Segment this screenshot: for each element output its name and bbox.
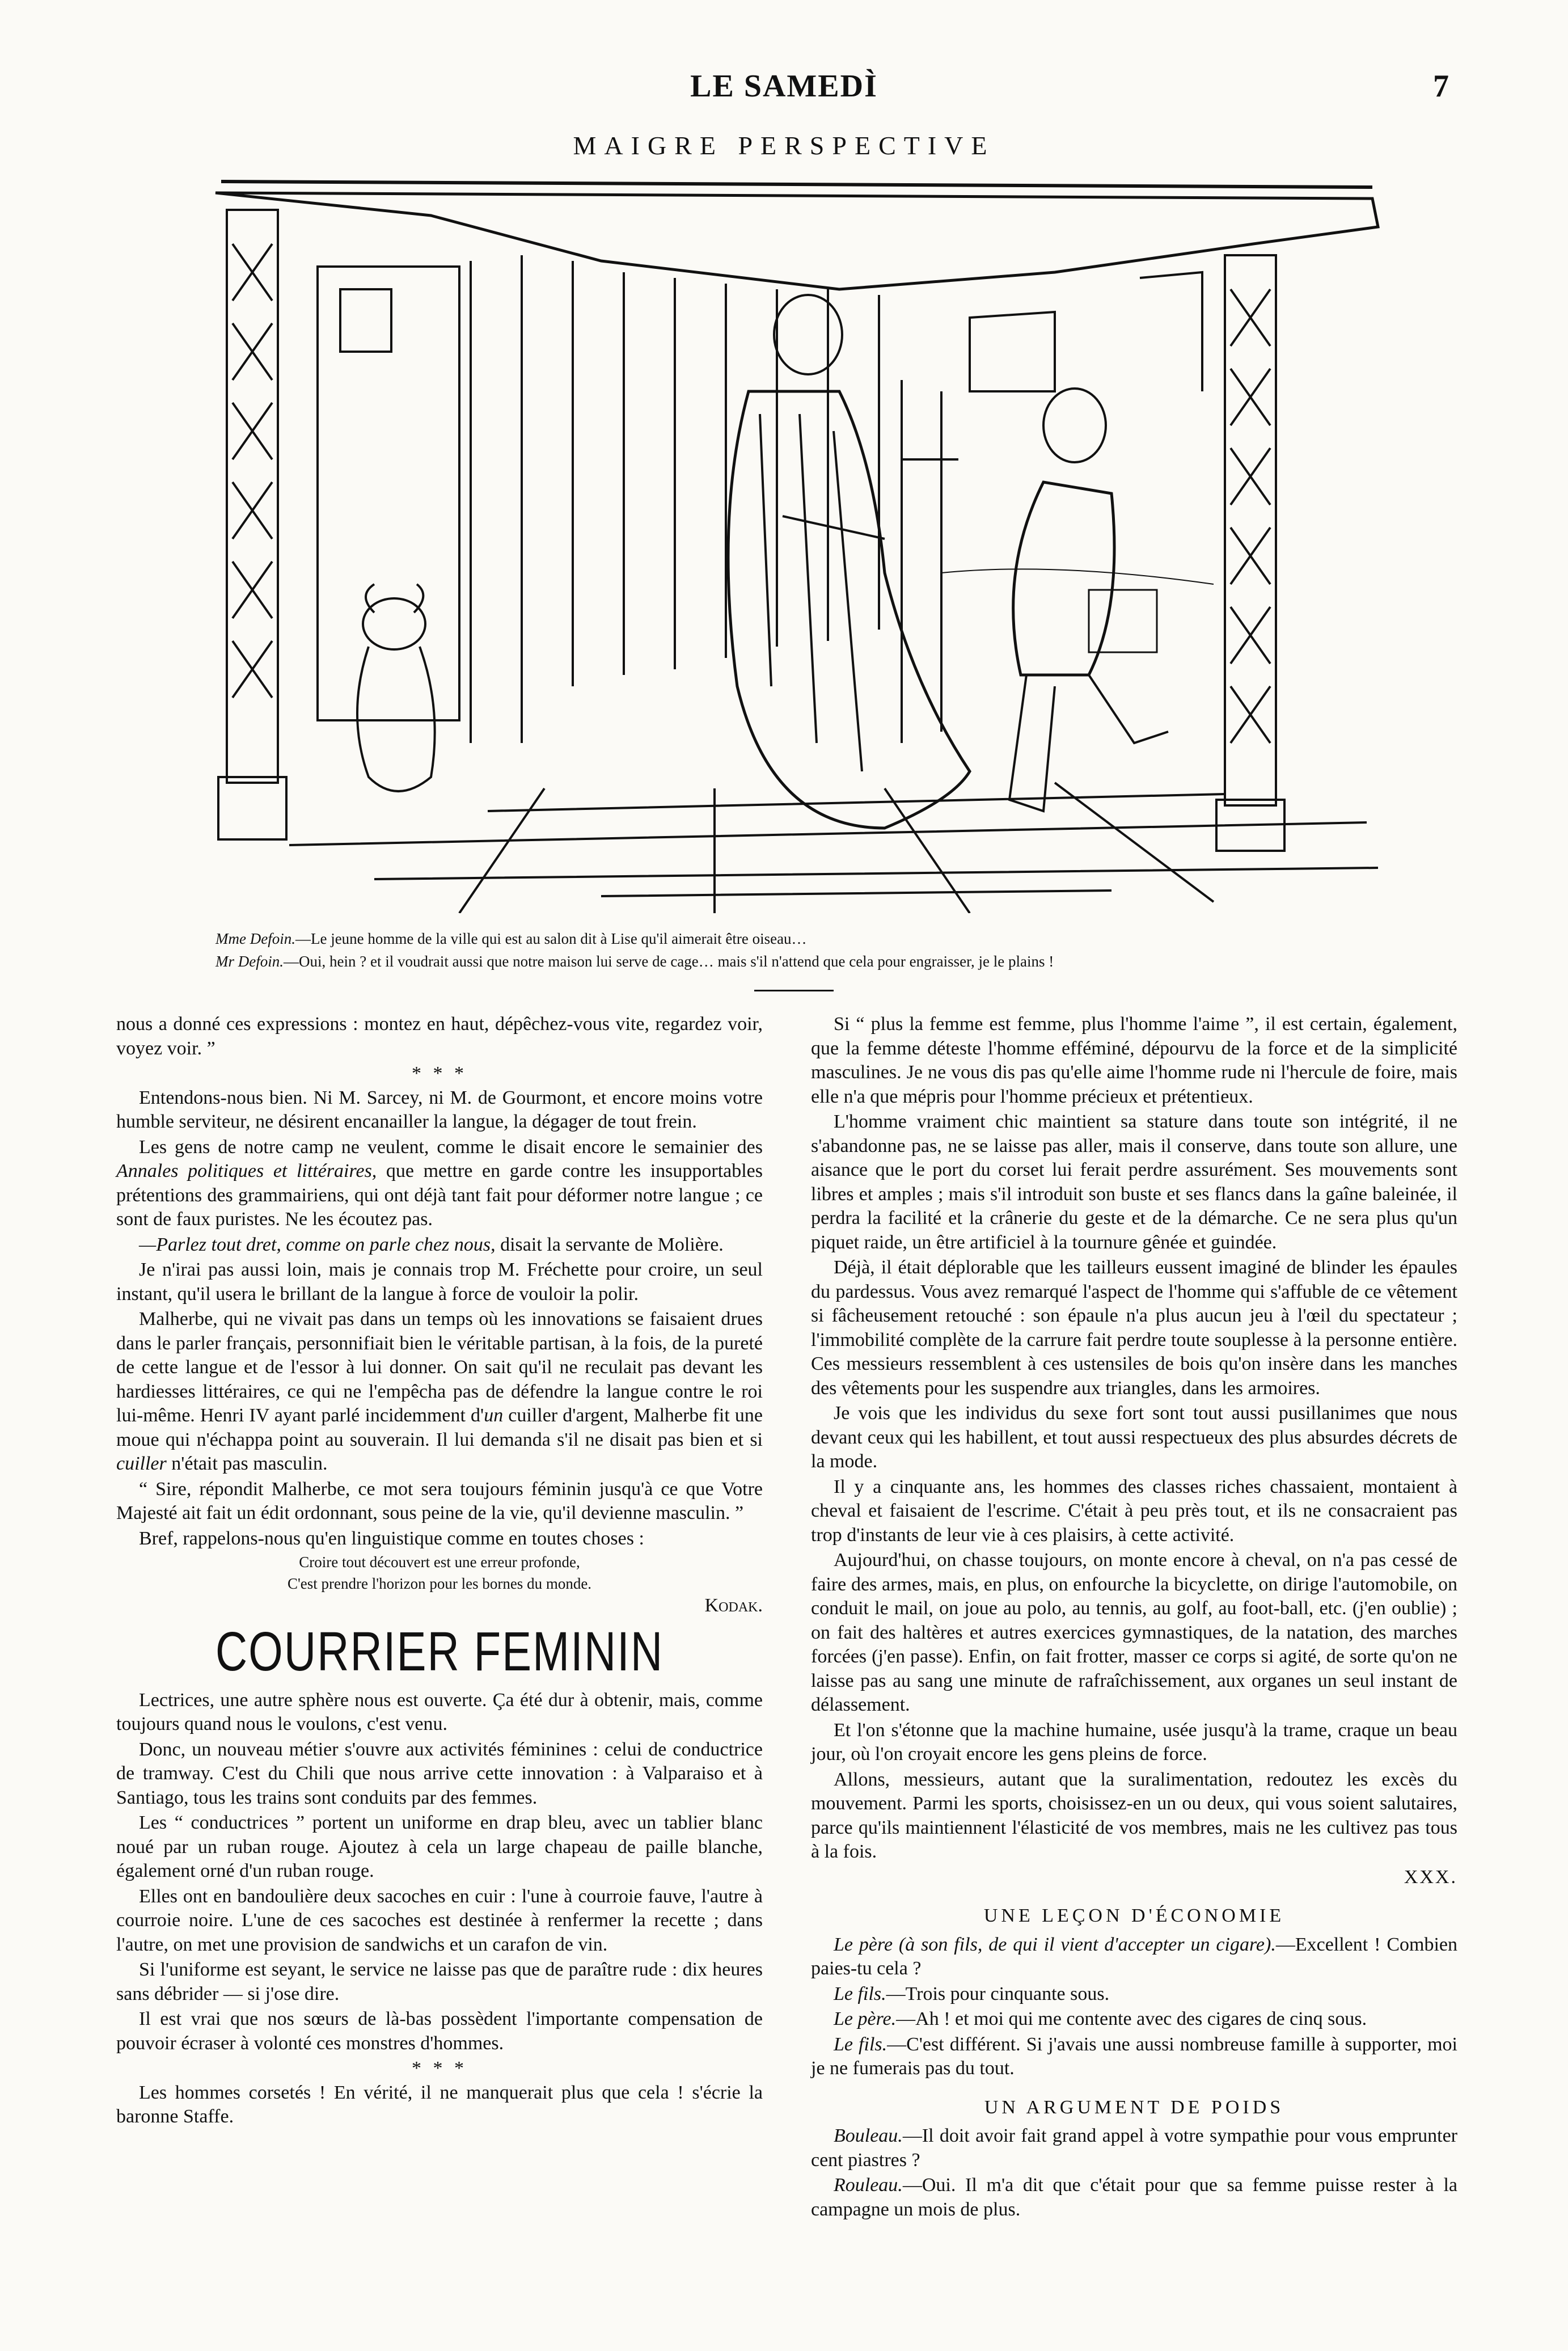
text-run: n'était pas masculin. xyxy=(166,1453,328,1474)
paragraph: Les hommes corsetés ! En vérité, il ne manquerait plus que cela ! s'écrie la baronne Staffe. xyxy=(116,2082,763,2127)
paragraph: Allons, messieurs, autant que la suralimentation, redoutez les excès du mouvement. Parmi les sports, choisissez-en un ou deux, qui vous soient salutaires, parce qu'ils maintiennent l'élasticité de vos membres, mais ne les cultivez pas tous à la fois. xyxy=(811,1768,1457,1862)
text-run: Les gens de notre camp ne veulent, comme le disait encore le semainier des xyxy=(139,1136,763,1158)
text-run: que mettre en garde contre les insupportables prétentions des grammairiens, qui ont déjà tant fait pour déformer notre langue ; ce sont de faux puristes. Ne les écoutez pas. xyxy=(116,1160,763,1230)
anecdote-title: UNE LEÇON D'ÉCONOMIE xyxy=(983,1905,1285,1926)
speaker-label: Le fils. xyxy=(834,1983,886,2004)
signature: XXX. xyxy=(1404,1866,1457,1888)
text-run-italic: un xyxy=(484,1405,504,1426)
dialogue-line xyxy=(811,2007,1457,2032)
paragraph xyxy=(116,1233,763,1257)
divider xyxy=(754,990,834,991)
paragraph: Donc, un nouveau métier s'ouvre aux activités féminines : celui de conductrice de tramway. C'est du Chili que nous arrive cette innovation : à Valparaiso et à Santiago, tous les trains sont conduits par des femmes. xyxy=(116,1738,763,1808)
paragraph: Aujourd'hui, on chasse toujours, on monte encore à cheval, on n'a pas cessé de faire des armes, mais, en plus, on enfourche la bicyclette, on dirige l'automobile, on conduit le mail, on joue au polo, au tennis, au golf, au foot-ball, etc. (j'en oublie) ; on fait des haltères et autres exercices gymnastiques, de la natation, des marches forcées (j'en passe). Enfin, on fait frotter, masser ce corps si agité, de sorte qu'on ne laisse pas au sang une minute de rafraîchissement, aux organes un seul instant de délassement. xyxy=(811,1550,1457,1715)
paragraph: L'homme vraiment chic maintient sa stature dans toute son intégrité, il ne s'abandonne pas, ne se laisse pas aller, mais il conserve, dans toute son allure, une aisance que le port du corset lui ferait perdre assurément. Ses mouvements sont libres et amples ; mais s'il introduit son buste et ses flancs dans la gaîne baleinée, il perdra la facilité et la crânerie du geste et de la démarche. Ce ne sera plus qu'un piquet raide, un être artificiel à la tournure gênée et guindée. xyxy=(811,1111,1457,1253)
paragraph: Déjà, il était déplorable que les tailleurs eussent imaginé de blinder les épaules du pardessus. Vous avez remarqué l'aspect de l'homme qui s'affuble de ce vêtement si fâcheusement retouché : son épaule n'a plus aucun jeu à l'œil du spectateur ; l'immobilité complète de la carrure fait perdre toute souplesse à la personne entière. Ces messieurs ressemblent à ces ustensiles de bois qu'on insère dans les manches des vêtements pour les suspendre aux triangles, dans les armoires. xyxy=(811,1257,1457,1399)
text-run: cuiller d'argent, Malherbe fit une moue qui n'échappa point au souverain. Il lui demanda s'il ne disait pas bien et si xyxy=(116,1405,763,1450)
caption-line xyxy=(215,927,1406,950)
engraving-porch-scene-illustration xyxy=(204,176,1406,913)
right-column xyxy=(811,1012,1457,2223)
masthead xyxy=(0,68,1568,113)
speaker-label: Le père. xyxy=(834,2008,897,2029)
dialogue-line xyxy=(811,1933,1457,1981)
verse-line: Croire tout découvert est une erreur profonde, xyxy=(299,1554,580,1571)
dialogue-text: —Il doit avoir fait grand appel à votre sympathie pour vous emprunter cent piastres ? xyxy=(811,2125,1457,2171)
dialogue-text: —Ah ! et moi qui me contente avec des cigares de cinq sous. xyxy=(896,2008,1367,2029)
paragraph: Elles ont en bandoulière deux sacoches en cuir : l'une à courroie fauve, l'autre à courroie noire. L'une de ces sacoches est destinée à renfermer la recette ; dans l'autre, on met une provision de sandwichs et un carafon de vin. xyxy=(116,1885,763,1955)
paragraph: Entendons-nous bien. Ni M. Sarcey, ni M. de Gourmont, et encore moins votre humble serviteur, ne désirent encanailler la langue, la dégager de tout frein. xyxy=(116,1087,763,1132)
text-run-italic: cuiller xyxy=(116,1453,167,1474)
caption-speaker: Mme Defoin. xyxy=(215,930,295,947)
text-run: disait la servante de Molière. xyxy=(495,1234,724,1255)
paragraph: Je n'irai pas aussi loin, mais je connais trop M. Fréchette pour croire, un seul instant, qu'il usera le brillant de la langue à force de vouloir la polir. xyxy=(116,1259,763,1305)
dialogue-line xyxy=(811,2124,1457,2172)
dialogue-line xyxy=(811,1982,1457,2007)
caption-text: —Oui, hein ? et il voudrait aussi que notre maison lui serve de cage… mais s'il n'attend que cela pour engraisser, je le plains ! xyxy=(283,953,1054,970)
dialogue-text: —Trois pour cinquante sous. xyxy=(886,1983,1110,2004)
page-number: 7 xyxy=(1433,69,1449,104)
speaker-label: Bouleau. xyxy=(834,2125,903,2146)
text-run-italic: Annales politiques et littéraires, xyxy=(116,1160,377,1181)
text-run: Malherbe, qui ne vivait pas dans un temps où les innovations se faisaient drues dans le parler français, personnifiait bien le véritable partisan, à la fois, de la pureté de cette langue et de l'essor à lui donner. On sait qu'il ne reculait pas devant les hardiesses littéraires, ce qui ne l'empêcha pas de défendre la langue contre le roi lui-même. Henri IV ayant parlé incidemment d' xyxy=(116,1309,763,1426)
paragraph: Lectrices, une autre sphère nous est ouverte. Ça été dur à obtenir, mais, comme toujours quand nous le voulons, c'est venu. xyxy=(116,1689,763,1734)
verse-line: C'est prendre l'horizon pour les bornes du monde. xyxy=(287,1575,592,1592)
dialogue-text: —Excellent ! Combien paies-tu cela ? xyxy=(811,1934,1457,1979)
caption-text: —Le jeune homme de la ville qui est au salon dit à Lise qu'il aimerait être oiseau… xyxy=(295,930,807,947)
illustration-caption xyxy=(215,927,1406,973)
dialogue-text: —Oui. Il m'a dit que c'était pour que sa femme puisse rester à la campagne un mois de plus. xyxy=(811,2175,1457,2220)
dialogue-line xyxy=(811,2033,1457,2081)
paragraph: Je vois que les individus du sexe fort sont tout aussi pusillanimes que nous devant ceux qui les habillent, et tout aussi respectueux des plus absurdes décrets de la mode. xyxy=(811,1403,1457,1472)
separator-stars: * * * xyxy=(412,2058,467,2079)
newspaper-title: LE SAMEDÌ xyxy=(690,69,878,104)
paragraph: Et l'on s'étonne que la machine humaine, usée jusqu'à la trame, craque un beau jour, où l'on croyait encore les gens pleins de force. xyxy=(811,1719,1457,1765)
speaker-label: Le père (à son fils, de qui il vient d'accepter un cigare). xyxy=(834,1934,1276,1955)
paragraph xyxy=(116,1136,763,1232)
illustration-title: MAIGRE PERSPECTIVE xyxy=(573,131,995,160)
paragraph: Si l'uniforme est seyant, le service ne laisse pas que de paraître rude : dix heures sans débrider — si j'ose dire. xyxy=(116,1959,763,2004)
signature: Kodak. xyxy=(704,1595,763,1616)
caption-line xyxy=(215,950,1406,973)
separator-stars: * * * xyxy=(412,1063,467,1084)
anecdote-title: UN ARGUMENT DE POIDS xyxy=(984,2096,1284,2118)
paragraph: Il est vrai que nos sœurs de là-bas possèdent l'importante compensation de pouvoir écraser à volonté ces monstres d'hommes. xyxy=(116,2008,763,2054)
text-run-italic: —Parlez tout dret, comme on parle chez nous, xyxy=(139,1234,496,1255)
left-column xyxy=(116,1012,763,2130)
speaker-label: Le fils. xyxy=(834,2033,887,2055)
paragraph: Il y a cinquante ans, les hommes des classes riches chassaient, montaient à cheval et faisaient de l'escrime. C'était à peu près tout, et ils ne consacraient pas trop d'instants de leur vie à ces plaisirs, à cette activité. xyxy=(811,1476,1457,1546)
speaker-label: Rouleau. xyxy=(834,2175,903,2196)
section-title: COURRIER FEMININ xyxy=(215,1619,664,1682)
paragraph: Bref, rappelons-nous qu'en linguistique comme en toutes choses : xyxy=(139,1527,644,1549)
caption-speaker: Mr Defoin. xyxy=(215,953,284,970)
paragraph: Si “ plus la femme est femme, plus l'homme l'aime ”, il est certain, également, que la femme déteste l'homme efféminé, dépourvu de la force et de la simplicité masculines. Je ne vous dis pas qu'elle aime l'homme rude ni l'hercule de foire, mais elle n'a que mépris pour l'homme précieux et prétentieux. xyxy=(811,1014,1457,1107)
dialogue-line xyxy=(811,2173,1457,2222)
paragraph xyxy=(116,1307,763,1476)
paragraph: “ Sire, répondit Malherbe, ce mot sera toujours féminin jusqu'à ce que Votre Majesté ait fait un édit ordonnant, sous peine de la vie, qu'il devienne masculin. ” xyxy=(116,1478,763,1523)
paragraph: nous a donné ces expressions : montez en haut, dépêchez-vous vite, regardez voir, voyez voir. ” xyxy=(116,1014,763,1059)
dialogue-text: —C'est différent. Si j'avais une aussi nombreuse famille à supporter, moi je ne fumerais pas du tout. xyxy=(811,2033,1457,2079)
paragraph: Les “ conductrices ” portent un uniforme en drap bleu, avec un tablier blanc noué par un ruban rouge. Ajoutez à cela un large chapeau de paille blanche, également orné d'un ruban rouge. xyxy=(116,1812,763,1881)
